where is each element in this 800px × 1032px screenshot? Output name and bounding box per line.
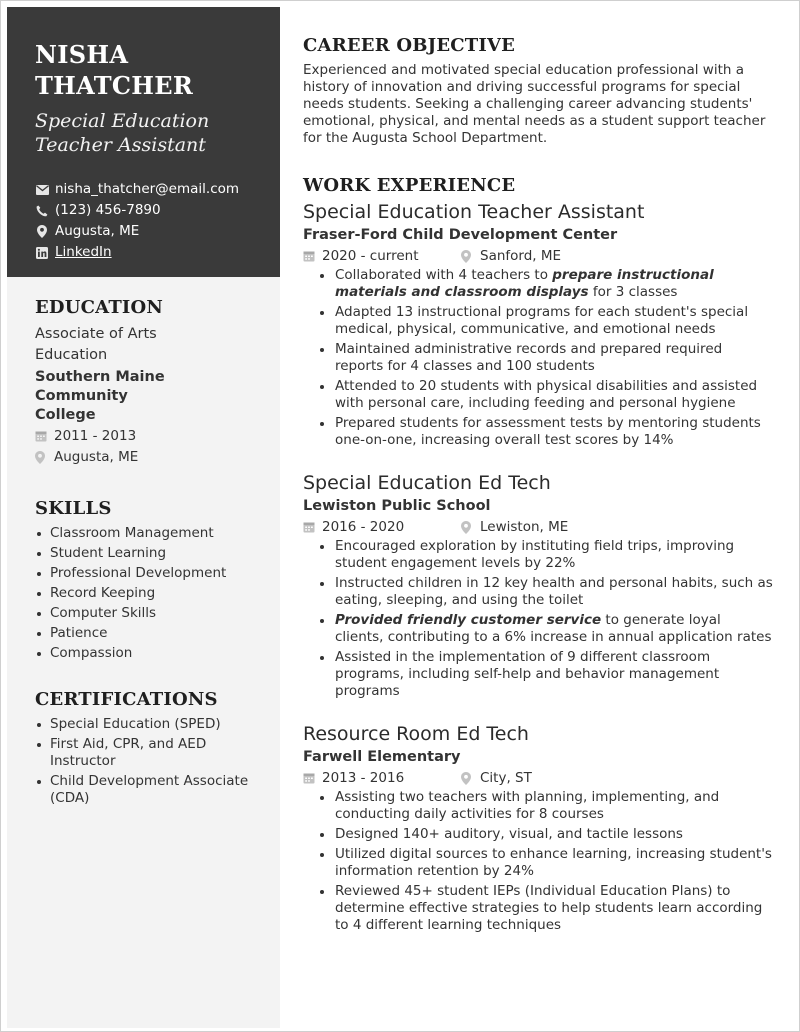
degree-line-2: Education xyxy=(35,347,108,363)
name-line-1: NISHA xyxy=(35,40,129,69)
achievement-text: Adapted 13 instructional programs for each student's special medical, physical, communicative, and emotional needs xyxy=(335,304,749,337)
achievement-item xyxy=(303,304,773,338)
job-meta xyxy=(303,768,773,788)
achievement-item xyxy=(303,378,773,412)
linkedin-link[interactable]: LinkedIn xyxy=(55,244,112,260)
contact-linkedin xyxy=(35,242,260,263)
skills-heading: SKILLS xyxy=(35,498,112,519)
calendar-icon xyxy=(303,521,316,534)
phone-text: (123) 456-7890 xyxy=(55,202,161,218)
list-item: Professional Development xyxy=(35,565,260,582)
achievement-text: Attended to 20 students with physical disabilities and assisted with personal care, including feeding and personal hygiene xyxy=(335,378,758,411)
role-line-1: Special Education xyxy=(35,110,210,132)
calendar-icon xyxy=(303,772,316,785)
role-line-2: Teacher Assistant xyxy=(35,134,206,156)
company-name: Farwell Elementary xyxy=(303,749,461,765)
achievement-item xyxy=(303,612,773,646)
contact-location xyxy=(35,221,260,242)
achievement-item xyxy=(303,883,773,934)
linkedin-icon xyxy=(35,246,49,260)
list-item: Computer Skills xyxy=(35,605,260,622)
envelope-icon xyxy=(35,183,49,197)
education-section xyxy=(35,297,260,468)
job-location-text: Sanford, ME xyxy=(480,248,562,264)
achievement-item xyxy=(303,341,773,375)
achievement-text: Designed 140+ auditory, visual, and tactile lessons xyxy=(335,826,683,842)
company-name: Lewiston Public School xyxy=(303,498,491,514)
achievement-list xyxy=(303,538,773,700)
achievement-text: Prepared students for assessment tests by mentoring students one-on-one, increasing overall test scores by 14% xyxy=(335,415,761,448)
job-location xyxy=(461,517,568,537)
main-column xyxy=(303,35,773,937)
name-line-2: THATCHER xyxy=(35,71,194,100)
objective-heading: CAREER OBJECTIVE xyxy=(303,35,516,56)
job-entry xyxy=(303,200,773,449)
map-pin-icon xyxy=(461,521,474,534)
achievement-item xyxy=(303,575,773,609)
sidebar xyxy=(7,7,280,1028)
achievement-list xyxy=(303,789,773,934)
job-title: Special Education Ed Tech xyxy=(303,472,551,494)
contact-list xyxy=(35,179,260,263)
calendar-icon xyxy=(35,430,48,443)
education-location xyxy=(35,447,260,468)
achievement-text: Assisting two teachers with planning, implementing, and conducting daily activities for 8 courses xyxy=(335,789,720,822)
list-item: Patience xyxy=(35,625,260,642)
skills-section xyxy=(35,498,260,662)
objective-section xyxy=(303,35,773,147)
job-entry xyxy=(303,471,773,700)
school-line-1: Southern Maine Community xyxy=(35,369,165,404)
achievement-item xyxy=(303,789,773,823)
list-item: Classroom Management xyxy=(35,525,260,542)
candidate-role xyxy=(35,109,260,157)
job-meta xyxy=(303,517,773,537)
achievement-item xyxy=(303,538,773,572)
job-location-text: Lewiston, ME xyxy=(480,519,569,535)
list-item: Student Learning xyxy=(35,545,260,562)
skills-list xyxy=(35,525,260,662)
list-item: Record Keeping xyxy=(35,585,260,602)
email-text: nisha_thatcher@email.com xyxy=(55,181,240,197)
achievement-text: Assisted in the implementation of 9 different classroom programs, including self-help and behavior management programs xyxy=(335,649,720,699)
achievement-text-end: for 3 classes xyxy=(588,284,678,300)
education-school xyxy=(35,368,260,425)
school-line-2: College xyxy=(35,407,96,423)
job-location-text: City, ST xyxy=(480,770,532,786)
job-meta xyxy=(303,246,773,266)
education-heading: EDUCATION xyxy=(35,297,164,318)
achievement-highlight: prepare instructional materials and classroom displays xyxy=(335,267,714,300)
job-entry xyxy=(303,722,773,934)
achievement-item xyxy=(303,415,773,449)
job-dates xyxy=(303,246,461,266)
achievement-text: Reviewed 45+ student IEPs (Individual Education Plans) to determine effective strategies to help students learn according to 4 different learning techniques xyxy=(335,883,763,933)
candidate-name xyxy=(35,39,260,101)
map-pin-icon xyxy=(35,451,48,464)
achievement-text: Encouraged exploration by instituting field trips, improving student engagement levels by 22% xyxy=(335,538,735,571)
contact-email xyxy=(35,179,260,200)
map-pin-icon xyxy=(461,250,474,263)
degree-line-1: Associate of Arts xyxy=(35,326,157,342)
job-location xyxy=(461,246,561,266)
work-section xyxy=(303,175,773,934)
objective-text: Experienced and motivated special education professional with a history of innovation and driving successful programs for special needs students. Seeking a challenging career advancing students' emotional, physical, and mental needs as a student support teacher for the Augusta School Department. xyxy=(303,62,766,146)
job-dates-text: 2016 - 2020 xyxy=(322,519,405,535)
achievement-list xyxy=(303,267,773,449)
map-pin-icon xyxy=(461,772,474,785)
contact-phone xyxy=(35,200,260,221)
job-dates-text: 2013 - 2016 xyxy=(322,770,405,786)
achievement-text: Utilized digital sources to enhance learning, increasing student's information retention by 24% xyxy=(335,846,772,879)
job-dates xyxy=(303,768,461,788)
certifications-list xyxy=(35,716,260,807)
calendar-icon xyxy=(303,250,316,263)
job-location xyxy=(461,768,532,788)
achievement-text: Instructed children in 12 key health and personal habits, such as eating, sleeping, and using the toilet xyxy=(335,575,773,608)
list-item: First Aid, CPR, and AED Instructor xyxy=(35,736,260,770)
sidebar-body xyxy=(7,297,280,807)
certifications-section xyxy=(35,689,260,807)
achievement-text: Maintained administrative records and prepared required reports for 4 classes and 100 students xyxy=(335,341,723,374)
achievement-item xyxy=(303,649,773,700)
job-dates-text: 2020 - current xyxy=(322,248,419,264)
list-item: Compassion xyxy=(35,645,260,662)
location-text: Augusta, ME xyxy=(55,223,140,239)
achievement-item xyxy=(303,826,773,843)
header-box xyxy=(7,7,280,277)
list-item: Child Development Associate (CDA) xyxy=(35,773,260,807)
job-title: Special Education Teacher Assistant xyxy=(303,201,645,223)
achievement-item xyxy=(303,267,773,301)
achievement-item xyxy=(303,846,773,880)
certifications-heading: CERTIFICATIONS xyxy=(35,689,218,710)
map-pin-icon xyxy=(35,225,49,239)
job-dates xyxy=(303,517,461,537)
education-dates-text: 2011 - 2013 xyxy=(54,428,137,444)
company-name: Fraser-Ford Child Development Center xyxy=(303,227,618,243)
phone-icon xyxy=(35,204,49,218)
job-title: Resource Room Ed Tech xyxy=(303,723,529,745)
education-location-text: Augusta, ME xyxy=(54,449,139,465)
achievement-highlight: Provided friendly customer service xyxy=(335,612,602,628)
job-list xyxy=(303,200,773,934)
achievement-text-end: to generate loyal clients, contributing to a 6% increase in annual application rates xyxy=(335,612,772,645)
list-item: Special Education (SPED) xyxy=(35,716,260,733)
achievement-text: Collaborated with 4 teachers to xyxy=(335,267,553,283)
education-dates xyxy=(35,426,260,447)
work-heading: WORK EXPERIENCE xyxy=(303,175,516,196)
education-degree xyxy=(35,324,260,366)
